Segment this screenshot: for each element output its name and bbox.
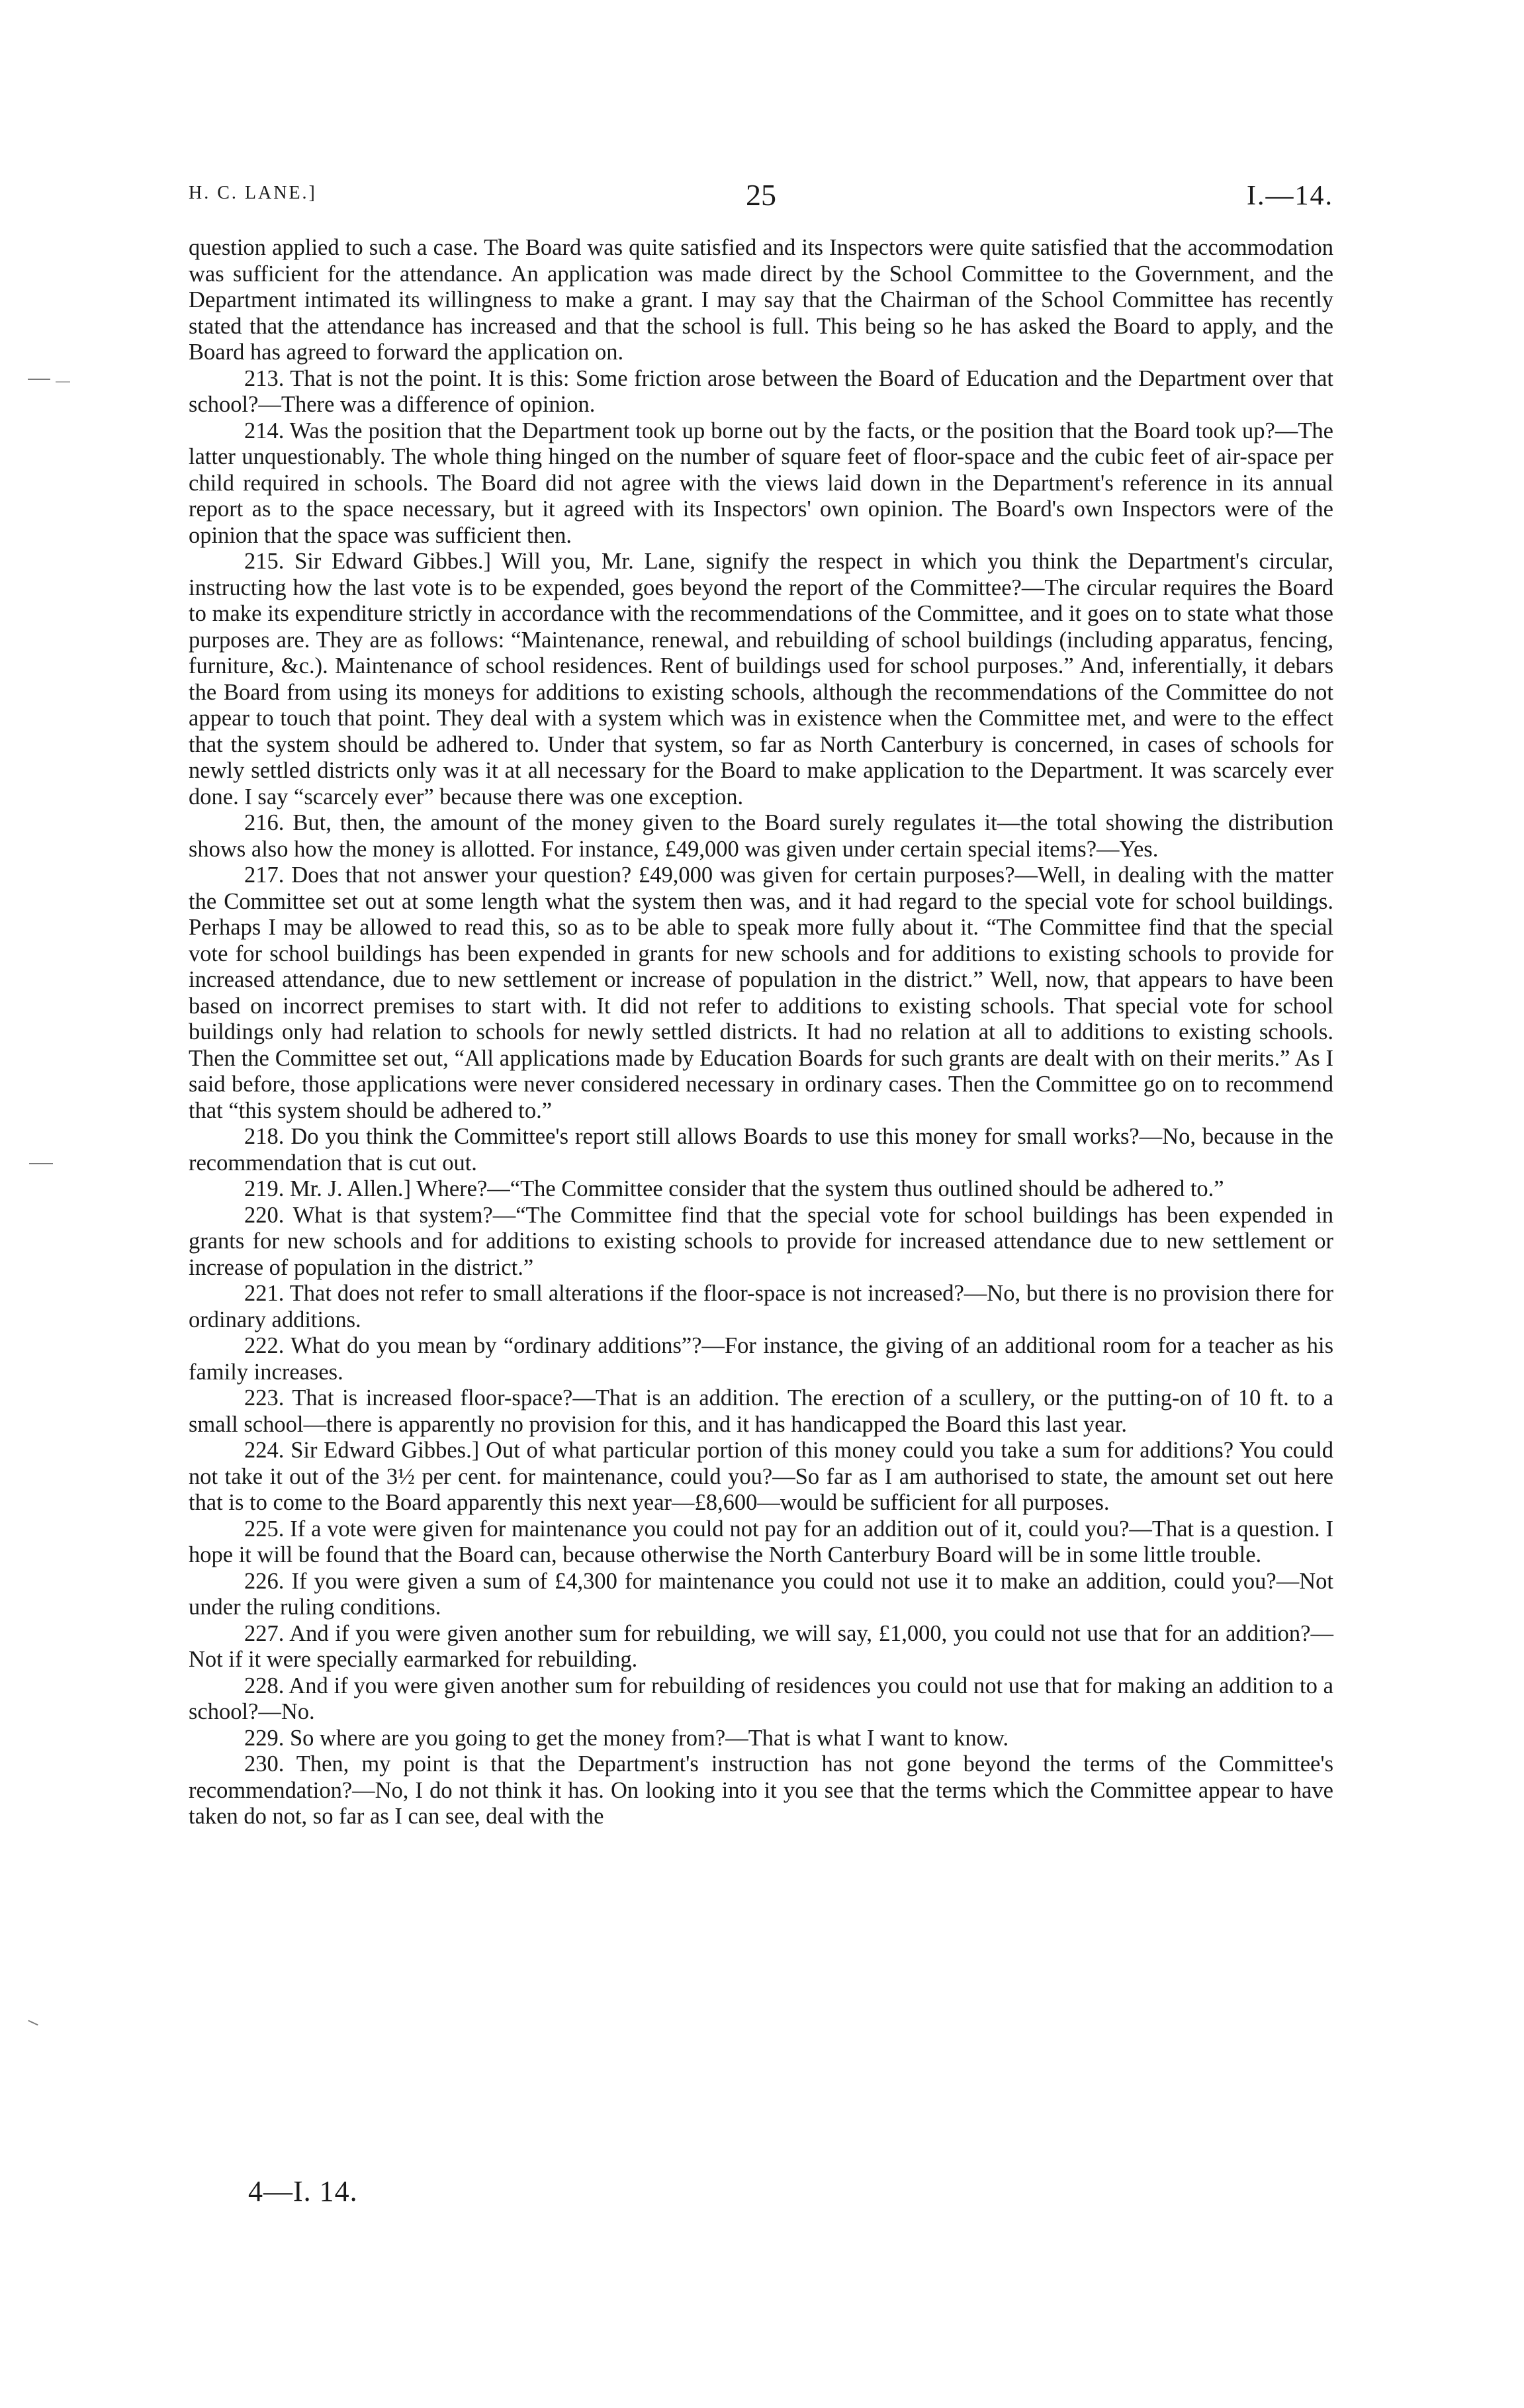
paragraph: 229. So where are you going to get the money from?—That is what I want to know.	[244, 1725, 1009, 1751]
signature-mark: 4—I. 14.	[248, 2175, 358, 2207]
margin-scan-mark	[56, 381, 70, 383]
paragraph: 227. And if you were given another sum for rebuilding, we will say, £1,000, you could not use that for an addition?—Not if it were specially earmarked for rebuilding.	[189, 1620, 1333, 1672]
paragraph: 225. If a vote were given for maintenance you could not pay for an addition out of it, could you?—That is a question. I hope it will be found that the Board can, because otherwise the North Canterbury Board will be in some little trouble.	[189, 1516, 1333, 1567]
page-header	[189, 177, 1333, 217]
paragraph: 216. But, then, the amount of the money given to the Board surely regulates it—the total showing the distribution shows also how the money is allotted. For instance, £49,000 was given under certain special items?—Yes.	[189, 810, 1333, 862]
paragraph: 215. Sir Edward Gibbes.] Will you, Mr. Lane, signify the respect in which you think the Department's circular, instructing how the last vote is to be expended, goes beyond the report of the Committee?—The circular requires the Board to make its expenditure strictly in accordance with the recommendations of the Committee, and it goes on to state what those purposes are. They are as follows: “Maintenance, renewal, and rebuilding of school buildings (including apparatus, fencing, furniture, &c.). Maintenance of school residences. Rent of buildings used for school purposes.” And, inferentially, it debars the Board from using its moneys for additions to existing schools, although the recommendations of the Committee do not appear to touch that point. They deal with a system which was in existence when the Committee met, and were to the effect that the system should be adhered to. Under that system, so far as North Canterbury is concerned, in cases of schools for newly settled districts only was it at all necessary for the Board to make application to the Department. It was scarcely ever done. I say “scarcely ever” because there was one exception.	[189, 549, 1333, 810]
paragraph: 214. Was the position that the Department took up borne out by the facts, or the position that the Board took up?—The latter unquestionably. The whole thing hinged on the number of square feet of floor-space and the cubic feet of air-space per child required in schools. The Board did not agree with the views laid down in the Department's reference in its annual report as to the space necessary, but it agreed with its Inspectors' own opinion. The Board's own Inspectors were of the opinion that the space was sufficient then.	[189, 418, 1333, 548]
witness-name: H. C. LANE.]	[189, 183, 317, 203]
paragraph: 218. Do you think the Committee's report still allows Boards to use this money for small works?—No, because in the recommendation that is cut out.	[189, 1124, 1333, 1176]
paragraph: 228. And if you were given another sum for rebuilding of residences you could not use that for making an addition to a school?—No.	[189, 1673, 1333, 1724]
paragraph: 213. That is not the point. It is this: Some friction arose between the Board of Education and the Department over that school?—There was a difference of opinion.	[189, 365, 1333, 417]
paper-reference: I.—14.	[1247, 181, 1333, 211]
evidence-text	[189, 235, 1333, 1830]
page-number: 25	[746, 178, 776, 212]
paragraph: 222. What do you mean by “ordinary additions”?—For instance, the giving of an additional room for a teacher as his family increases.	[189, 1333, 1333, 1385]
paragraph: 217. Does that not answer your question? £49,000 was given for certain purposes?—Well, in dealing with the matter the Committee set out at some length what the system then was, and it had regard to the special vote for school buildings. Perhaps I may be allowed to read this, so as to be able to speak more fully about it. “The Committee find that the special vote for school buildings has been expended in grants for new schools and for additions to existing schools to provide for increased attendance, due to new settlement or increase of population in the district.” Well, now, that appears to have been based on incorrect premises to start with. It did not refer to additions to existing schools. That special vote for school buildings only had relation to schools for newly settled districts. It had no relation at all to additions to existing schools. Then the Committee set out, “All applications made by Education Boards for such grants are dealt with on their merits.” As I said before, those applications were never considered necessary in ordinary cases. Then the Committee go on to recommend that “this system should be adhered to.”	[189, 862, 1333, 1123]
margin-scan-mark	[29, 1163, 53, 1164]
paragraph: 226. If you were given a sum of £4,300 for maintenance you could not use it to make an addition, could you?—Not under the ruling conditions.	[189, 1568, 1333, 1620]
margin-scan-mark	[28, 379, 50, 380]
paragraph: question applied to such a case. The Board was quite satisfied and its Inspectors were quite satisfied that the accommodation was sufficient for the attendance. An application was made direct by the School Committee to the Government, and the Department intimated its willingness to make a grant. I may say that the Chairman of the School Committee has recently stated that the attendance has increased and that the school is full. This being so he has asked the Board to apply, and the Board has agreed to forward the application on.	[189, 235, 1333, 365]
paragraph: 220. What is that system?—“The Committee find that the special vote for school buildings has been expended in grants for new schools and for additions to existing schools to provide for increased attendance due to new settlement or increase of population in the district.”	[189, 1202, 1333, 1280]
paragraph: 221. That does not refer to small alterations if the floor-space is not increased?—No, but there is no provision there for ordinary additions.	[189, 1281, 1333, 1332]
paragraph: 224. Sir Edward Gibbes.] Out of what particular portion of this money could you take a sum for additions? You could not take it out of the 3½ per cent. for maintenance, could you?—So far as I am authorised to state, the amount set out here that is to come to the Board apparently this next year—£8,600—would be sufficient for all purposes.	[189, 1438, 1333, 1515]
paragraph: 223. That is increased floor-space?—That is an addition. The erection of a scullery, or the putting-on of 10 ft. to a small school—there is apparently no provision for this, and it has handicapped the Board this last year.	[189, 1385, 1333, 1437]
paragraph: 230. Then, my point is that the Department's instruction has not gone beyond the terms of the Committee's recommendation?—No, I do not think it has. On looking into it you see that the terms which the Committee appear to have taken do not, so far as I can see, deal with the	[189, 1751, 1333, 1829]
margin-scan-mark	[28, 2020, 38, 2026]
paragraph: 219. Mr. J. Allen.] Where?—“The Committee consider that the system thus outlined should be adhered to.”	[244, 1176, 1224, 1201]
